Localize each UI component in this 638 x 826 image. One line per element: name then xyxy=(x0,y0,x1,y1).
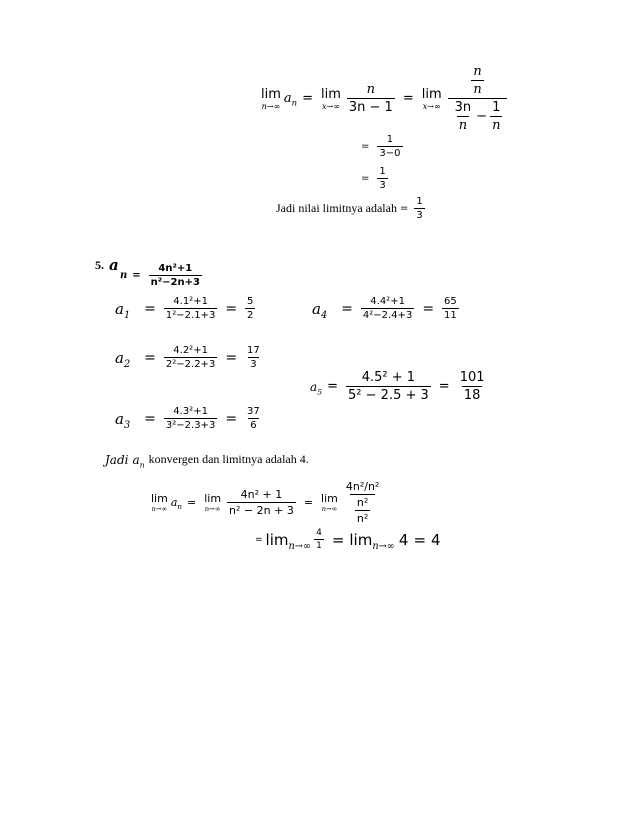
limit-fraction-1: $\frac{\text{4n² + 1}}{\text{n² − 2n + 3}}$ xyxy=(229,488,294,517)
term-a1-result: $\frac{5}{2}$ xyxy=(247,296,254,321)
term-a3: $a_3$ = $\frac{\text{4.3²+1}}{\text{3²−2.3+3}}$ = $\frac{37}{6}$ xyxy=(115,406,260,431)
term-a3-result: $\frac{37}{6}$ xyxy=(247,406,260,431)
fraction-3n-over-n: $\frac{3n}{n}$ xyxy=(454,100,472,133)
limit-evaluation-line: lim n→∞ $a_n$ = lim n→∞ $\frac{\text{4n² + 1}}{\text{n² − 2n + 3}}$ = lim n→∞ $\frac{\text{4n²/n²}}{\frac{\text{n²}}{\text{n²}}}$ xyxy=(151,480,380,525)
limit-operator: lim n→∞ xyxy=(204,492,222,513)
term-a5-result: $\frac{101}{18}$ xyxy=(459,370,485,403)
term-a2: $a_2$ = $\frac{\text{4.2²+1}}{\text{2²−2.2+3}}$ = $\frac{17}{3}$ xyxy=(115,345,260,370)
term-a5-expression: $\frac{\text{4.5² + 1}}{\text{5² − 2.5 + 3}}$ xyxy=(348,370,429,403)
fraction-1-over-3: $\frac{1}{3}$ xyxy=(416,196,423,221)
fraction-4-over-1: $\frac{4}{1}$ xyxy=(316,528,322,551)
limit-operator: lim n→∞ xyxy=(321,492,338,513)
term-a4-result: $\frac{65}{11}$ xyxy=(444,296,457,321)
limit-derivation-step-2: = $\frac{1}{3-0}$ xyxy=(361,134,401,159)
limit-operator: lim n→∞ xyxy=(261,86,281,111)
limit-fraction-2: $\frac{\text{4n²/n²}}{\frac{\text{n²}}{\text{n²}}}$ xyxy=(345,480,380,525)
term-a4-expression: $\frac{\text{4.4²+1}}{\text{4²−2.4+3}}$ xyxy=(362,296,413,321)
limit-operator: lim x→∞ xyxy=(421,86,442,111)
formula-fraction: $\frac{\text{4n²+1}}{\text{n²−2n+3}}$ xyxy=(150,263,200,288)
n2-over-n2: $\frac{\text{n²}}{\text{n²}}$ xyxy=(356,496,369,525)
limit-derivation-step-3: = $\frac{1}{3}$ xyxy=(361,166,386,191)
fraction-n-over-3n-1: $\frac{n}{3n - 1}$ xyxy=(348,82,393,115)
compound-fraction: $\frac{n}{n}$ $\frac{3n}{n}$ − $\frac{1}{n}$ xyxy=(448,64,508,133)
part4-conclusion: Jadi nilai limitnya adalah = $\frac{1}{3}$ xyxy=(276,196,423,221)
final-limit-line: = $\lim_{n\to\infty}$ $\frac{4}{1}$ = $\lim_{n\to\infty}$ 4 = 4 xyxy=(255,528,441,552)
term-a1: $a_1$ = $\frac{\text{4.1²+1}}{\text{1²−2.1+3}}$ = $\frac{5}{2}$ xyxy=(115,296,254,321)
limit-derivation-line-1: lim n→∞ $a_n$ = lim x→∞ $\frac{n}{3n - 1}$ = lim x→∞ $\frac{n}{n}$ $\frac{3n}{n}$ − $\frac{1}{n}$ xyxy=(258,64,510,133)
fraction-1-over-n: $\frac{1}{n}$ xyxy=(492,100,501,133)
limit-operator: lim n→∞ xyxy=(151,492,168,513)
fraction-n-over-n: $\frac{n}{n}$ xyxy=(473,64,482,97)
problem-5-formula: n = $\frac{\text{4n²+1}}{\text{n²−2n+3}}$ xyxy=(120,263,200,288)
problem-5-heading: 5. a xyxy=(95,256,119,274)
limit-operator: lim x→∞ xyxy=(321,86,341,111)
term-a3-expression: $\frac{\text{4.3²+1}}{\text{3²−2.3+3}}$ xyxy=(165,406,216,431)
fraction-1-over-3-minus-0: $\frac{1}{3-0}$ xyxy=(379,134,401,159)
part5-conclusion: Jadi $a_n$ konvergen dan limitnya adalah 4. xyxy=(105,452,309,469)
term-a2-expression: $\frac{\text{4.2²+1}}{\text{2²−2.2+3}}$ xyxy=(165,345,216,370)
term-a2-result: $\frac{17}{3}$ xyxy=(247,345,260,370)
term-a5: $a_5$ = $\frac{\text{4.5² + 1}}{\text{5² − 2.5 + 3}}$ = $\frac{101}{18}$ xyxy=(310,370,485,403)
fraction-1-over-3: $\frac{1}{3}$ xyxy=(379,166,386,191)
term-a4: $a_4$ = $\frac{\text{4.4²+1}}{\text{4²−2.4+3}}$ = $\frac{65}{11}$ xyxy=(312,296,457,321)
term-a1-expression: $\frac{\text{4.1²+1}}{\text{1²−2.1+3}}$ xyxy=(165,296,216,321)
sequence-term: $a_n$ xyxy=(283,91,298,108)
